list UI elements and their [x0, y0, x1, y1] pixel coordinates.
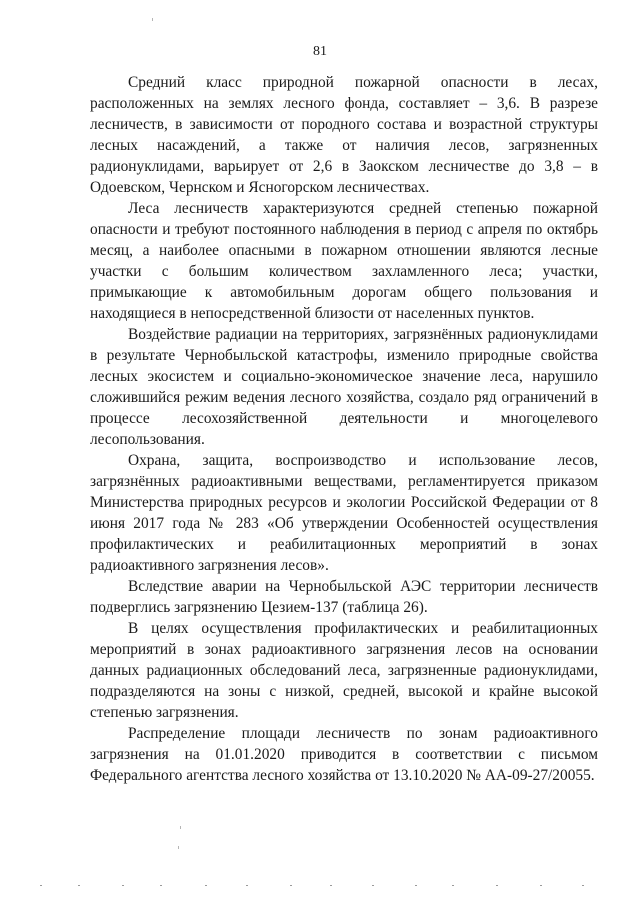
- scan-artifact: [178, 846, 179, 849]
- scan-artifact: [180, 826, 181, 829]
- paragraph-forest-fire-risk: Леса лесничеств характеризуются средней степенью пожарной опасности и требуют постоянного наблюдения в период с апреля по октябрь месяц, а наиболее опасными в пожарном отношении являются лесные участки с большим количеством захламленного леса; участки, примыкающие к автомобильным дорогам общего пользования и находящиеся в непосредственной близости от населенных пунктов.: [90, 200, 598, 322]
- paragraph-contamination-zones: В целях осуществления профилактических и реабилитационных мероприятий в зонах радиоактивного загрязнения лесов на основании данных радиационных обследований леса, загрязненные радионуклидами, подразделяются на зоны с низкой, средней, высокой и крайне высокой степенью загрязнения.: [90, 620, 598, 721]
- paragraph-fire-danger-class: Средний класс природной пожарной опасности в лесах, расположенных на землях лесного фонда, составляет – 3,6. В разрезе лесничеств, в зависимости от породного состава и возрастной структуры лесных насаждений, а также от наличия лесов, загрязненных радионуклидами, варьирует от 2,6 в Заокском лесничестве до 3,8 – в Одоевском, Чернском и Ясногорском лесничествах.: [90, 74, 598, 196]
- scan-artifact-row: [0, 885, 640, 889]
- paragraph-chernobyl-contamination: Вследствие аварии на Чернобыльской АЭС территории лесничеств подверглись загрязнению Цезием-137 (таблица 26).: [90, 578, 598, 616]
- page-number: 81: [313, 44, 327, 59]
- paragraph-radiation-impact: Воздействие радиации на территориях, загрязнённых радионуклидами в результате Чернобыльской катастрофы, изменило природные свойства лесных экосистем и социально-экономическое значение леса, нарушило сложившийся режим ведения лесного хозяйства, создало ряд ограничений в процессе лесохозяйственной деятельности и многоцелевого лесопользования.: [90, 326, 598, 448]
- document-body: [90, 72, 598, 786]
- paragraph-regulation-order: Охрана, защита, воспроизводство и использование лесов, загрязнённых радиоактивными веществами, регламентируется приказом Министерства природных ресурсов и экологии Российской Федерации от 8 июня 2017 года № 283 «Об утверждении Особенностей осуществления профилактических и реабилитационных мероприятий в зонах радиоактивного загрязнения лесов».: [90, 452, 598, 574]
- scan-artifact: [152, 18, 153, 21]
- paragraph-area-distribution: Распределение площади лесничеств по зонам радиоактивного загрязнения на 01.01.2020 приводится в соответствии с письмом Федерального агентства лесного хозяйства от 13.10.2020 № АА-09-27/20055.: [90, 725, 598, 784]
